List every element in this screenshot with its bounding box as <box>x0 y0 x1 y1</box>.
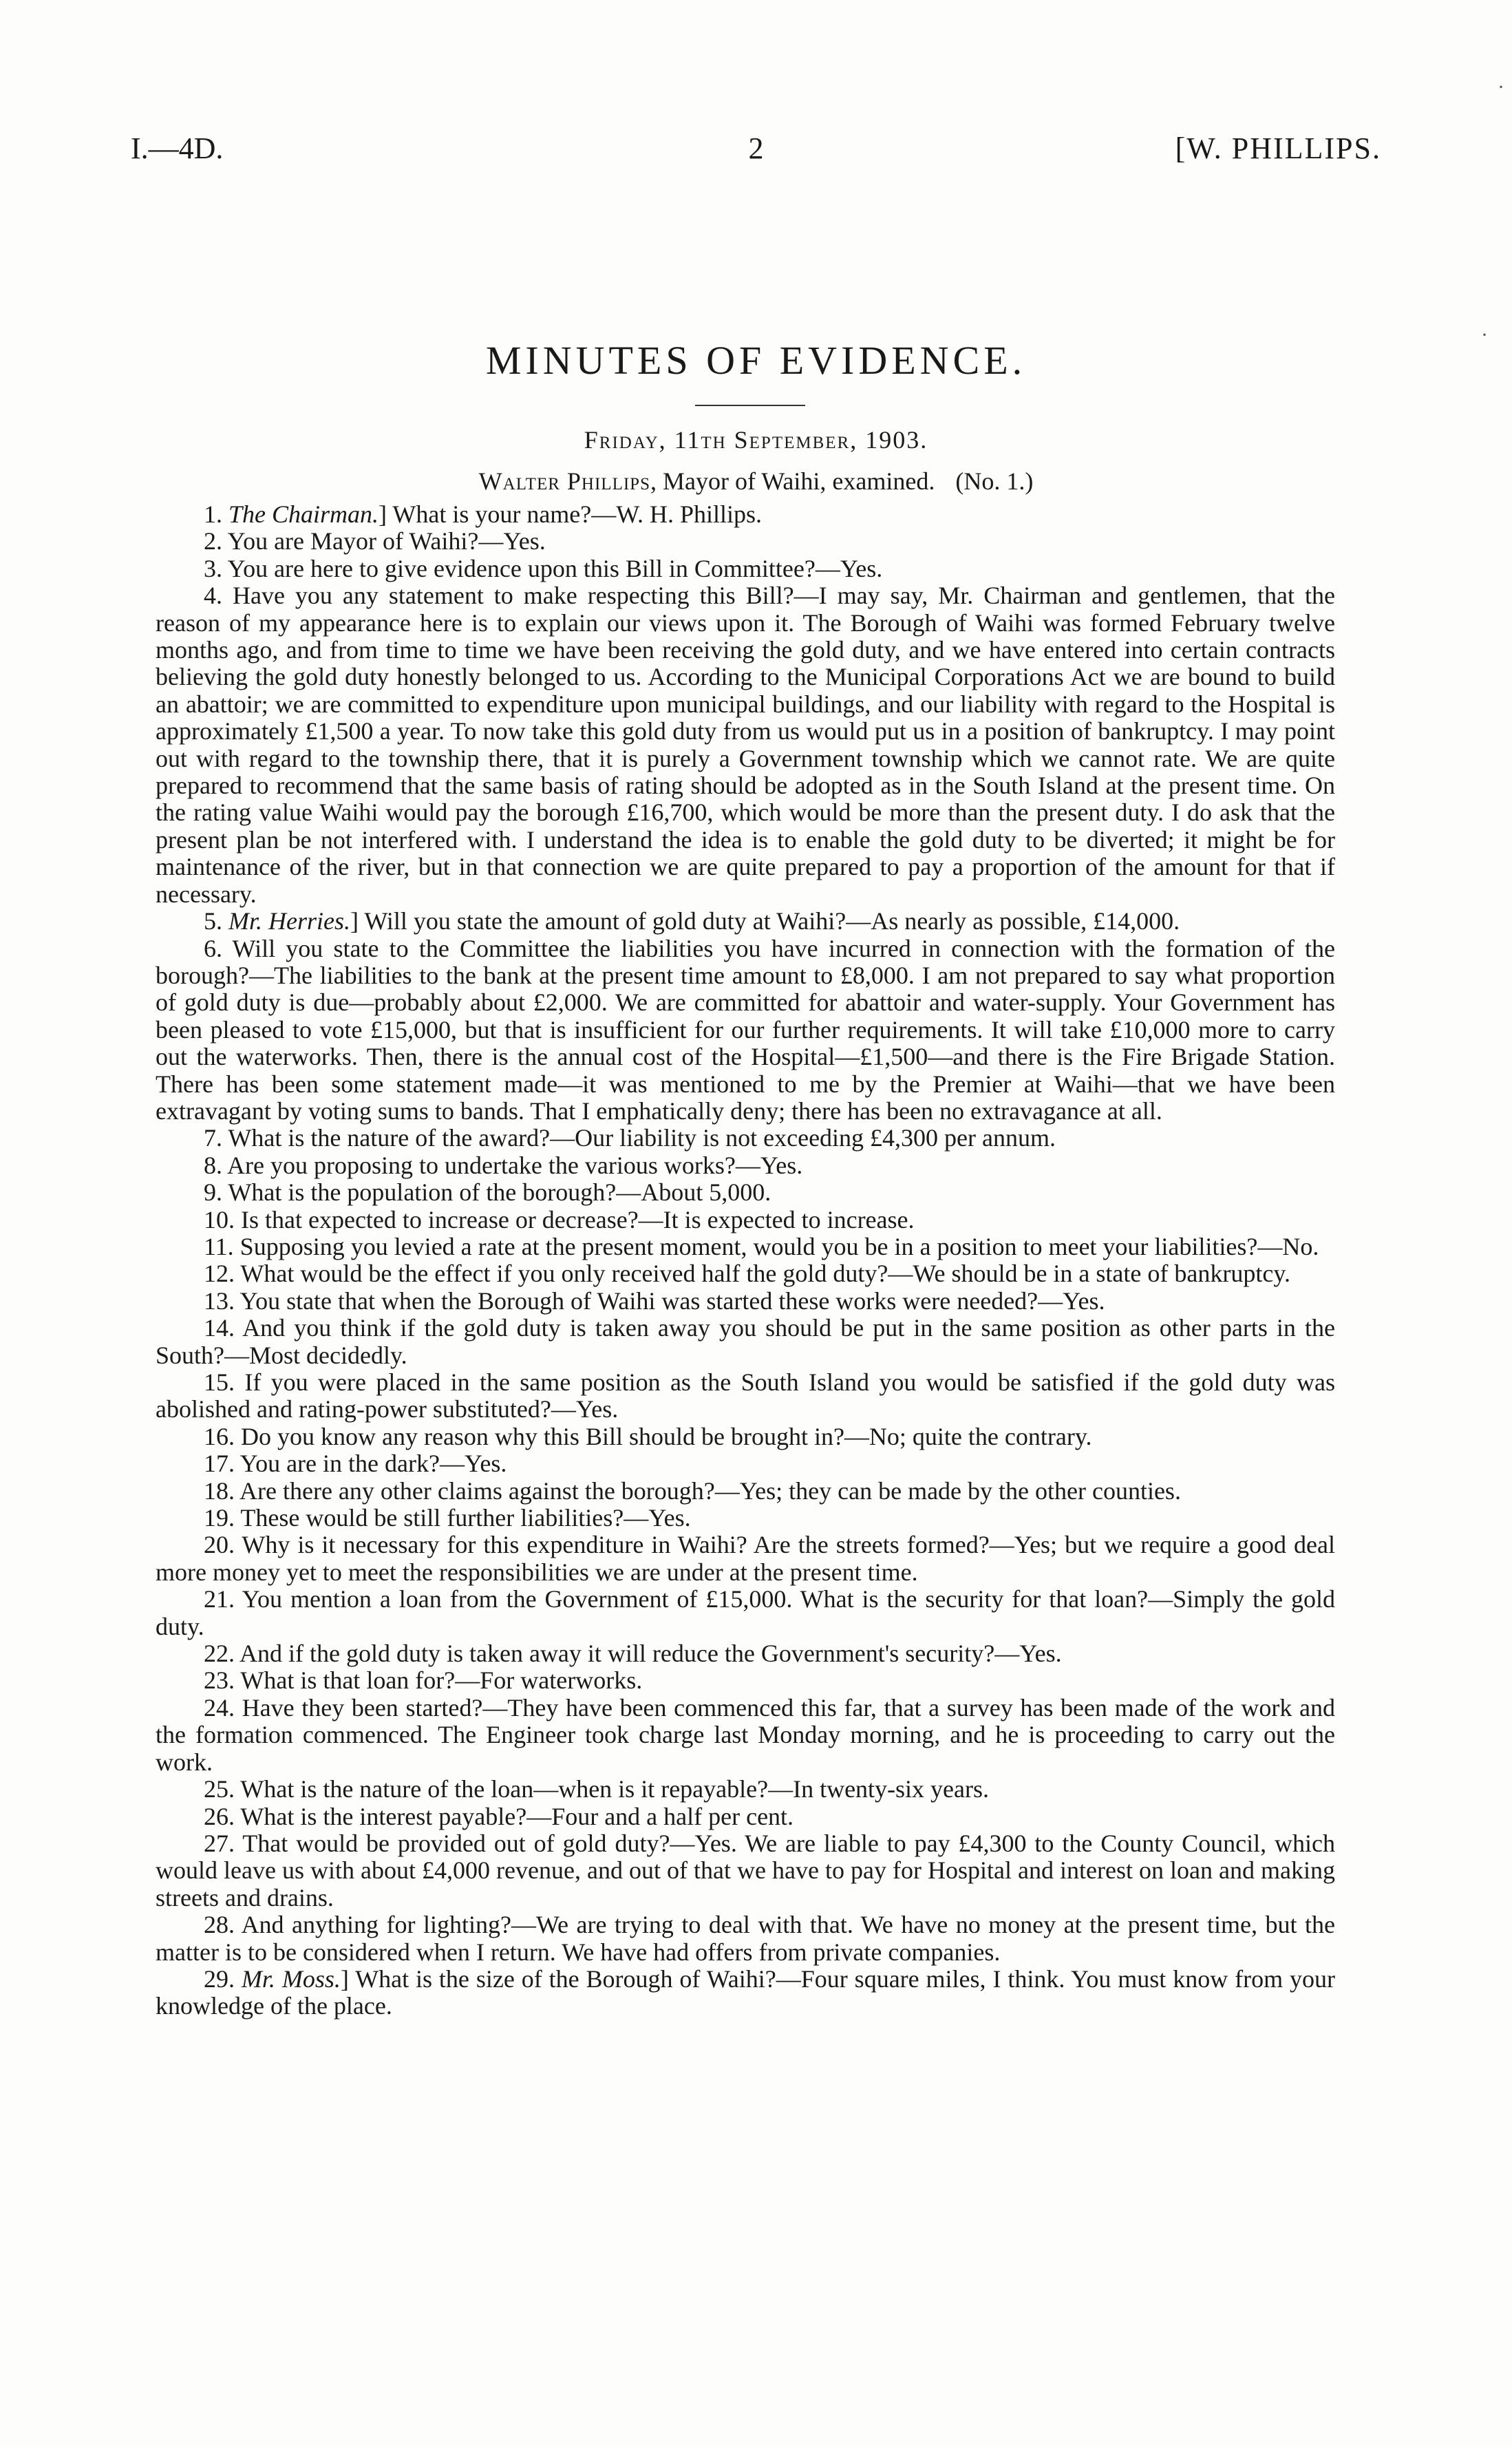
witness-name: Walter Phillips <box>478 467 650 495</box>
question-answer-text: And if the gold duty is taken away it will reduce the Government's security?—Yes. <box>239 1640 1062 1668</box>
question-answer-text: What is the nature of the loan—when is it repayable?—In twenty-six years. <box>240 1775 990 1803</box>
question-answer-text: ] What is your name?—W. H. Phillips. <box>379 500 762 528</box>
question-answer-text: What is the nature of the award?—Our liability is not exceeding £4,300 per annum. <box>228 1124 1056 1152</box>
evidence-paragraph <box>156 582 1335 908</box>
question-answer-text: Is that expected to increase or decrease?—It is expected to increase. <box>241 1205 915 1233</box>
page-number: 2 <box>748 131 764 165</box>
page-header <box>131 131 1381 172</box>
question-answer-text: ] Will you state the amount of gold duty at Waihi?—As nearly as possible, £14,000. <box>350 907 1180 935</box>
scan-speck: · <box>1481 324 1488 346</box>
question-number: 4. <box>204 582 233 610</box>
speaker-name: The Chairman. <box>228 500 379 528</box>
question-number: 11. <box>204 1232 240 1260</box>
evidence-paragraph <box>156 1207 1335 1233</box>
question-answer-text: What is the interest payable?—Four and a half per cent. <box>240 1802 794 1830</box>
evidence-paragraph <box>156 1667 1335 1694</box>
question-number: 6. <box>204 934 233 962</box>
evidence-paragraph <box>156 1695 1335 1776</box>
question-number: 15. <box>204 1368 245 1396</box>
question-number: 24. <box>204 1693 242 1722</box>
evidence-paragraph <box>156 908 1335 935</box>
question-number: 13. <box>204 1286 240 1315</box>
evidence-paragraph <box>156 1803 1335 1830</box>
question-number: 21. <box>204 1585 242 1613</box>
question-number: 27. <box>204 1829 243 1857</box>
evidence-paragraph <box>156 528 1335 555</box>
scan-speck: · <box>1498 76 1504 98</box>
question-answer-text: And you think if the gold duty is taken away you should be put in the same position as other parts in the South?—Most decidedly. <box>156 1314 1336 1369</box>
question-number: 29. <box>204 1964 242 1993</box>
question-answer-text: That would be provided out of gold duty?—Yes. We are liable to pay £4,300 to the County Council, which would leave us with about £4,000 revenue, and out of that we have to pay for Hospital and interest on loan and making streets and drains. <box>156 1829 1335 1911</box>
question-number: 7. <box>204 1124 228 1152</box>
evidence-paragraph <box>156 1315 1335 1369</box>
question-number: 25. <box>204 1775 241 1803</box>
question-answer-text: These would be still further liabilities?—Yes. <box>240 1504 691 1532</box>
question-answer-text: Have they been started?—They have been commenced this far, that a survey has been made of the work and the formation commenced. The Engineer took charge last Monday morning, and he is proceeding to carry out the work. <box>156 1693 1336 1776</box>
question-number: 12. <box>204 1260 241 1288</box>
question-number: 3. <box>204 554 228 582</box>
question-number: 1. <box>204 500 228 528</box>
question-answer-text: You mention a loan from the Government of £15,000. What is the security for that loan?—Simply the gold duty. <box>156 1585 1335 1640</box>
question-number: 16. <box>204 1422 241 1450</box>
title-divider <box>695 405 805 406</box>
evidence-paragraph <box>156 1260 1335 1287</box>
question-answer-text: Are there any other claims against the borough?—Yes; they can be made by the other counties. <box>239 1476 1181 1505</box>
question-number: 19. <box>204 1504 241 1532</box>
question-answer-text: You state that when the Borough of Waihi was started these works were needed?—Yes. <box>239 1286 1105 1315</box>
question-number: 22. <box>204 1640 240 1668</box>
evidence-paragraph <box>156 1369 1335 1423</box>
evidence-paragraph <box>156 1911 1335 1966</box>
witness-description: , Mayor of Waihi, examined. <box>650 467 935 495</box>
question-answer-text: Supposing you levied a rate at the present moment, would you be in a position to meet your liabilities?—No. <box>239 1232 1319 1260</box>
evidence-paragraph <box>156 1640 1335 1667</box>
evidence-paragraph <box>156 1586 1335 1640</box>
evidence-paragraph <box>156 1505 1335 1532</box>
question-number: 14. <box>204 1314 243 1342</box>
evidence-paragraph <box>156 1776 1335 1803</box>
witness-number: (No. 1.) <box>955 467 1034 495</box>
question-answer-text: What is that loan for?—For waterworks. <box>240 1666 643 1695</box>
question-answer-text: What is the population of the borough?—About 5,000. <box>228 1178 771 1207</box>
question-answer-text: Will you state to the Committee the liabilities you have incurred in connection with the formation of the borough?—The liabilities to the bank at the present time amount to £8,000. I am not prepared to say what proportion of gold duty is due—probably about £2,000. We are committed for abattoir and water-supply. Your Government has been pleased to vote £15,000, but that is insufficient for our further requirements. It will take £10,000 more to carry out the waterworks. Then, there is the annual cost of the Hospital—£1,500—and there is the Fire Brigade Station. There has been some statement made—it was mentioned to me by the Premier at Waihi—that we have been extravagant by voting sums to bands. That I emphatically deny; there has been no extravagance at all. <box>156 934 1335 1125</box>
question-answer-text: If you were placed in the same position as the South Island you would be satisfied if the gold duty was abolished and rating-power substituted?—Yes. <box>156 1368 1335 1423</box>
question-number: 9. <box>204 1178 228 1207</box>
question-answer-text: Have you any statement to make respecting this Bill?—I may say, Mr. Chairman and gentlemen, that the reason of my appearance here is to explain our views upon it. The Borough of Waihi was formed February twelve months ago, and from time to time we have been receiving the gold duty, and we have entered into certain contracts believing the gold duty honestly belonged to us. According to the Municipal Corporations Act we are bound to build an abattoir; we are committed to expenditure upon municipal buildings, and our liability with regard to the Hospital is approximately £1,500 a year. To now take this gold duty from us would put us in a position of bankruptcy. I may point out with regard to the township there, that it is purely a Government township which we cannot rate. We are quite prepared to recommend that the same basis of rating should be adopted as in the South Island at the present time. On the rating value Waihi would pay the borough £16,700, which would be more than the present duty. I do ask that the present plan be not interfered with. I understand the idea is to enable the gold duty to be diverted; it might be for maintenance of the river, but in that connection we are quite prepared to pay a proportion of the amount for that if necessary. <box>156 582 1335 908</box>
speaker-name: Mr. Herries. <box>228 907 350 935</box>
question-answer-text: Are you proposing to undertake the various works?—Yes. <box>227 1151 803 1179</box>
question-answer-text: Why is it necessary for this expenditure in Waihi? Are the streets formed?—Yes; but we require a good deal more money yet to meet the responsibilities we are under at the present time. <box>156 1531 1335 1586</box>
question-number: 26. <box>204 1802 241 1830</box>
question-answer-text: You are Mayor of Waihi?—Yes. <box>227 527 546 555</box>
question-number: 23. <box>204 1666 241 1695</box>
question-number: 18. <box>204 1476 240 1505</box>
question-answer-text: You are in the dark?—Yes. <box>239 1450 507 1478</box>
question-answer-text: ] What is the size of the Borough of Waihi?—Four square miles, I think. You must know from your knowledge of the place. <box>156 1964 1336 2020</box>
document-reference: I.—4D. <box>131 131 224 165</box>
evidence-paragraph <box>156 1450 1335 1477</box>
evidence-body <box>156 501 1335 2020</box>
evidence-paragraph <box>156 501 1335 528</box>
question-number: 5. <box>204 907 228 935</box>
evidence-paragraph <box>156 1830 1335 1911</box>
evidence-paragraph <box>156 1125 1335 1152</box>
evidence-paragraph <box>156 1966 1335 2020</box>
speaker-name: Mr. Moss. <box>241 1964 341 1993</box>
question-number: 8. <box>204 1151 228 1179</box>
question-number: 2. <box>204 527 228 555</box>
evidence-paragraph <box>156 555 1335 582</box>
hearing-date: Friday, 11th September, 1903. <box>584 426 928 454</box>
question-answer-text: What would be the effect if you only received half the gold duty?—We should be in a state of bankruptcy. <box>240 1260 1290 1288</box>
question-answer-text: And anything for lighting?—We are trying to deal with that. We have no money at the present time, but the matter is to be considered when I return. We have had offers from private companies. <box>156 1911 1335 1966</box>
question-answer-text: You are here to give evidence upon this Bill in Committee?—Yes. <box>227 554 883 582</box>
question-number: 10. <box>204 1205 241 1233</box>
question-answer-text: Do you know any reason why this Bill should be brought in?—No; quite the contrary. <box>241 1422 1092 1450</box>
evidence-paragraph <box>156 1288 1335 1315</box>
running-head: [W. PHILLIPS. <box>1175 131 1381 165</box>
question-number: 20. <box>204 1531 242 1559</box>
evidence-paragraph <box>156 1179 1335 1206</box>
evidence-paragraph <box>156 935 1335 1125</box>
evidence-paragraph <box>156 1152 1335 1179</box>
question-number: 17. <box>204 1450 240 1478</box>
evidence-paragraph <box>156 1478 1335 1505</box>
evidence-paragraph <box>156 1532 1335 1586</box>
evidence-paragraph <box>156 1423 1335 1450</box>
page-title: MINUTES OF EVIDENCE. <box>485 338 1027 383</box>
evidence-paragraph <box>156 1233 1335 1260</box>
question-number: 28. <box>204 1911 242 1939</box>
witness-line <box>0 467 1512 496</box>
